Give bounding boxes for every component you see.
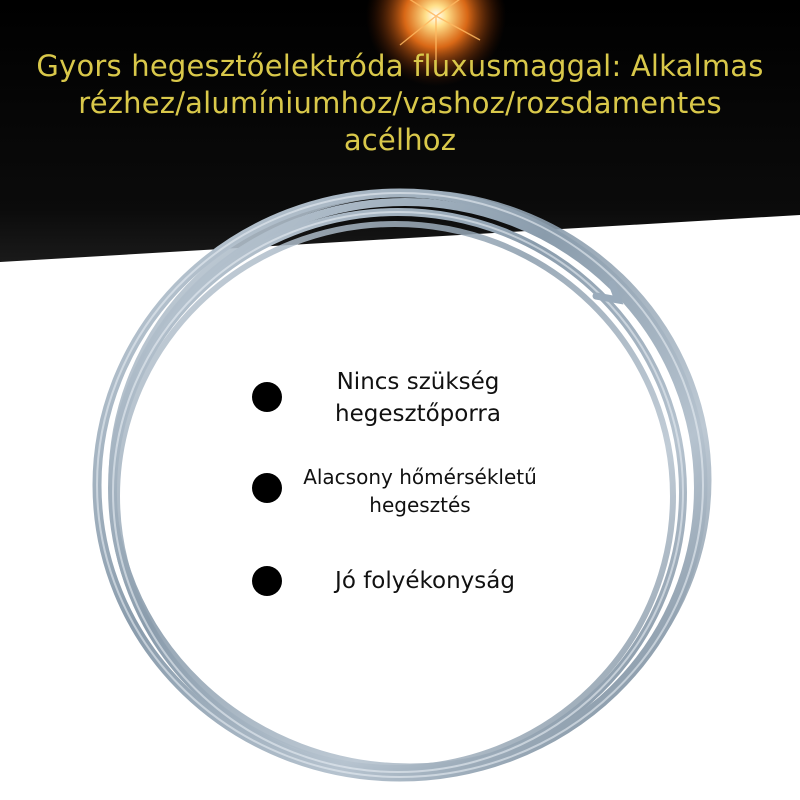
feature-good-fluidity bbox=[300, 565, 550, 597]
title-line: rézhez/alumíniumhoz/vashoz/rozsdamentes bbox=[78, 86, 722, 120]
feature-line: Jó folyékonyság bbox=[335, 568, 515, 594]
product-title bbox=[20, 48, 780, 159]
feature-line: hegesztőporra bbox=[335, 401, 501, 427]
bullet-dot bbox=[252, 473, 282, 503]
feature-line: hegesztés bbox=[369, 493, 471, 517]
title-line: Gyors hegesztőelektróda fluxusmaggal: Alkalmas bbox=[36, 49, 764, 83]
feature-low-temperature bbox=[280, 463, 560, 519]
feature-line: Alacsony hőmérsékletű bbox=[303, 465, 537, 489]
feature-line: Nincs szükség bbox=[336, 369, 500, 395]
title-line: acélhoz bbox=[343, 123, 457, 157]
bullet-dot bbox=[252, 566, 282, 596]
bullet-dot bbox=[252, 382, 282, 412]
feature-no-flux-needed bbox=[298, 366, 538, 430]
